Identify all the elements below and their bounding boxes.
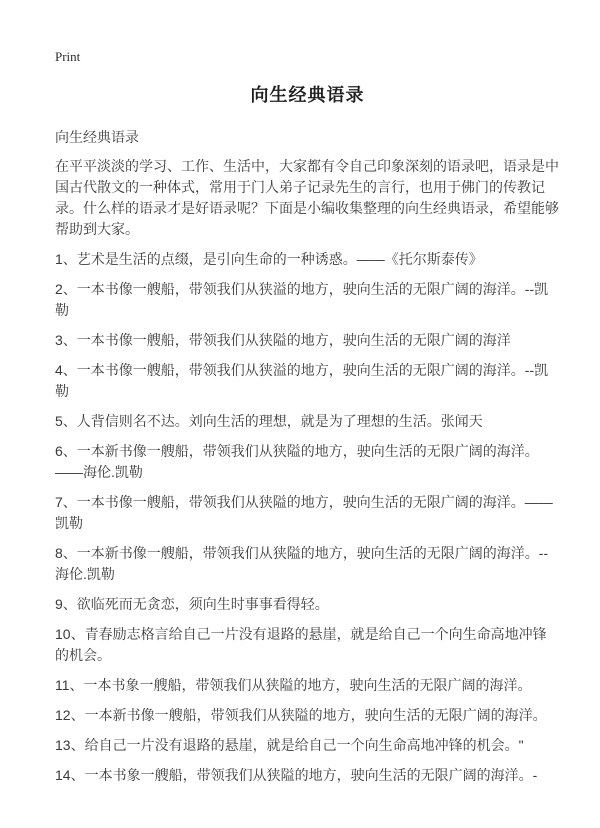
- quote-item-2: 2、一本书像一艘船，带领我们从狭溢的地方，驶向生活的无限广阔的海洋。--凯勒: [55, 281, 549, 318]
- subtitle: 向生经典语录: [55, 129, 139, 145]
- print-button[interactable]: Print: [55, 49, 81, 64]
- quote-item-4: 4、一本书像一艘船，带领我们从狭溢的地方，驶向生活的无限广阔的海洋。--凯勒: [55, 362, 549, 399]
- quote-item-12: 12、一本新书像一艘船，带领我们从狭隘的地方，驶向生活的无限广阔的海洋。: [55, 707, 547, 723]
- intro-paragraph: 在平平淡淡的学习、工作、生活中，大家都有令自己印象深刻的语录吧，语录是中国古代散文的一种体式，常用于门人弟子记录先生的言行，也用于佛门的传教记录。什么样的语录才是好语录呢？下面是小编收集整理的向生经典语录，希望能够帮助到大家。: [55, 158, 559, 237]
- quote-item-7: 7、一本书像一艘船，带领我们从狭隘的地方，驶向生活的无限广阔的海洋。——凯勒: [55, 494, 553, 531]
- quote-item-14: 14、一本书象一艘船，带领我们从狭隘的地方，驶向生活的无限广阔的海洋。-: [55, 767, 538, 783]
- quote-item-8: 8、一本新书像一艘船，带领我们从狭隘的地方，驶向生活的无限广阔的海洋。--海伦.凯勒: [55, 545, 549, 582]
- quote-item-10: 10、青春励志格言给自己一片没有退路的悬崖，就是给自己一个向生命高地冲锋的机会。: [55, 626, 547, 663]
- quote-item-1: 1、艺术是生活的点缀，是引向生命的一种诱惑。——《托尔斯泰传》: [55, 251, 483, 267]
- quote-item-13: 13、给自己一片没有退路的悬崖，就是给自己一个向生命高地冲锋的机会。": [55, 737, 524, 753]
- quote-item-5: 5、人背信则名不达。刘向生活的理想，就是为了理想的生活。张闻天: [55, 413, 483, 429]
- quote-item-6: 6、一本新书像一艘船，带领我们从狭隘的地方，驶向生活的无限广阔的海洋。——海伦.凯勒: [55, 443, 539, 480]
- quote-item-11: 11、一本书象一艘船，带领我们从狭隘的地方，驶向生活的无限广阔的海洋。: [55, 677, 532, 693]
- quote-item-9: 9、欲临死而无贪恋，须向生时事事看得轻。: [55, 596, 329, 612]
- quote-item-3: 3、一本书像一艘船，带领我们从狭隘的地方，驶向生活的无限广阔的海洋: [55, 332, 511, 348]
- page-title: 向生经典语录: [250, 85, 365, 105]
